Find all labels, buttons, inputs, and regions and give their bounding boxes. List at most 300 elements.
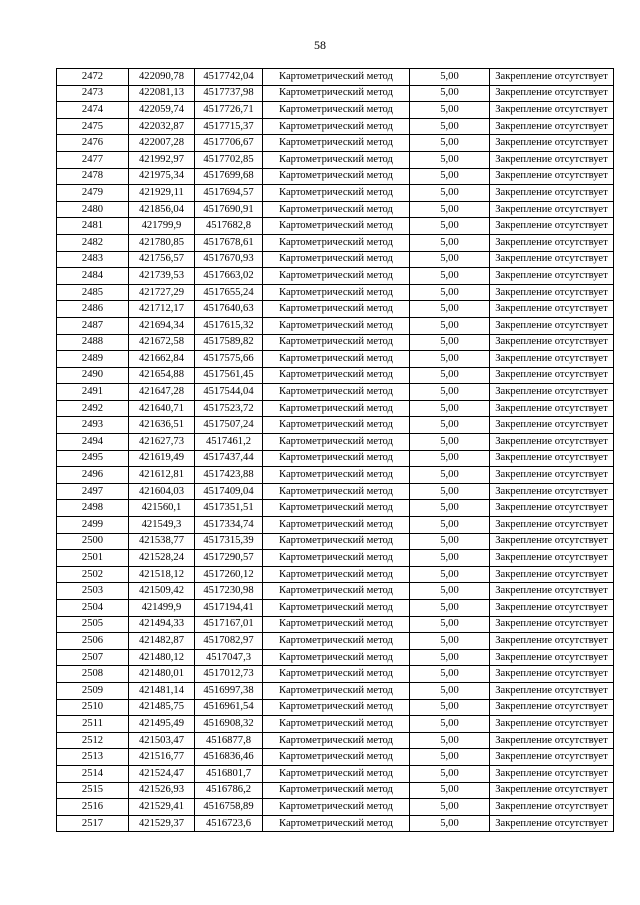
- point-number-cell: 2472: [57, 69, 129, 86]
- status-cell: Закрепление отсутствует: [490, 417, 614, 434]
- status-cell: Закрепление отсутствует: [490, 450, 614, 467]
- table-row: [57, 682, 614, 699]
- method-cell: Картометрический метод: [263, 533, 410, 550]
- x-coordinate-cell: 421975,34: [129, 168, 195, 185]
- status-cell: Закрепление отсутствует: [490, 616, 614, 633]
- method-cell: Картометрический метод: [263, 301, 410, 318]
- status-cell: Закрепление отсутствует: [490, 566, 614, 583]
- x-coordinate-cell: 421856,04: [129, 201, 195, 218]
- point-number-cell: 2506: [57, 633, 129, 650]
- y-coordinate-cell: 4517715,37: [195, 118, 263, 135]
- method-cell: Картометрический метод: [263, 251, 410, 268]
- y-coordinate-cell: 4517334,74: [195, 517, 263, 534]
- method-cell: Картометрический метод: [263, 517, 410, 534]
- x-coordinate-cell: 421509,42: [129, 583, 195, 600]
- precision-cell: 5,00: [410, 517, 490, 534]
- method-cell: Картометрический метод: [263, 749, 410, 766]
- table-row: [57, 168, 614, 185]
- y-coordinate-cell: 4517615,32: [195, 317, 263, 334]
- precision-cell: 5,00: [410, 85, 490, 102]
- point-number-cell: 2489: [57, 351, 129, 368]
- status-cell: Закрепление отсутствует: [490, 69, 614, 86]
- table-row: [57, 118, 614, 135]
- y-coordinate-cell: 4517682,8: [195, 218, 263, 235]
- y-coordinate-cell: 4517012,73: [195, 666, 263, 683]
- point-number-cell: 2510: [57, 699, 129, 716]
- y-coordinate-cell: 4517690,91: [195, 201, 263, 218]
- table-row: [57, 765, 614, 782]
- y-coordinate-cell: 4517437,44: [195, 450, 263, 467]
- point-number-cell: 2485: [57, 284, 129, 301]
- method-cell: Картометрический метод: [263, 400, 410, 417]
- point-number-cell: 2490: [57, 367, 129, 384]
- precision-cell: 5,00: [410, 251, 490, 268]
- precision-cell: 5,00: [410, 666, 490, 683]
- table-row: [57, 251, 614, 268]
- table-row: [57, 799, 614, 816]
- method-cell: Картометрический метод: [263, 102, 410, 119]
- status-cell: Закрепление отсутствует: [490, 118, 614, 135]
- precision-cell: 5,00: [410, 483, 490, 500]
- y-coordinate-cell: 4517737,98: [195, 85, 263, 102]
- table-row: [57, 102, 614, 119]
- y-coordinate-cell: 4517544,04: [195, 384, 263, 401]
- y-coordinate-cell: 4516723,6: [195, 815, 263, 832]
- precision-cell: 5,00: [410, 600, 490, 617]
- x-coordinate-cell: 421604,03: [129, 483, 195, 500]
- status-cell: Закрепление отсутствует: [490, 600, 614, 617]
- method-cell: Картометрический метод: [263, 583, 410, 600]
- status-cell: Закрепление отсутствует: [490, 218, 614, 235]
- x-coordinate-cell: 421503,47: [129, 732, 195, 749]
- method-cell: Картометрический метод: [263, 799, 410, 816]
- y-coordinate-cell: 4516786,2: [195, 782, 263, 799]
- point-number-cell: 2509: [57, 682, 129, 699]
- method-cell: Картометрический метод: [263, 450, 410, 467]
- point-number-cell: 2502: [57, 566, 129, 583]
- method-cell: Картометрический метод: [263, 417, 410, 434]
- method-cell: Картометрический метод: [263, 600, 410, 617]
- y-coordinate-cell: 4517082,97: [195, 633, 263, 650]
- status-cell: Закрепление отсутствует: [490, 334, 614, 351]
- y-coordinate-cell: 4516877,8: [195, 732, 263, 749]
- point-number-cell: 2500: [57, 533, 129, 550]
- y-coordinate-cell: 4517047,3: [195, 649, 263, 666]
- precision-cell: 5,00: [410, 201, 490, 218]
- table-row: [57, 151, 614, 168]
- x-coordinate-cell: 421480,12: [129, 649, 195, 666]
- table-row: [57, 666, 614, 683]
- point-number-cell: 2486: [57, 301, 129, 318]
- x-coordinate-cell: 421672,58: [129, 334, 195, 351]
- status-cell: Закрепление отсутствует: [490, 467, 614, 484]
- status-cell: Закрепление отсутствует: [490, 732, 614, 749]
- y-coordinate-cell: 4516997,38: [195, 682, 263, 699]
- method-cell: Картометрический метод: [263, 384, 410, 401]
- precision-cell: 5,00: [410, 118, 490, 135]
- y-coordinate-cell: 4517678,61: [195, 234, 263, 251]
- status-cell: Закрепление отсутствует: [490, 234, 614, 251]
- precision-cell: 5,00: [410, 268, 490, 285]
- status-cell: Закрепление отсутствует: [490, 682, 614, 699]
- precision-cell: 5,00: [410, 815, 490, 832]
- point-number-cell: 2513: [57, 749, 129, 766]
- precision-cell: 5,00: [410, 317, 490, 334]
- status-cell: Закрепление отсутствует: [490, 367, 614, 384]
- method-cell: Картометрический метод: [263, 633, 410, 650]
- x-coordinate-cell: 421640,71: [129, 400, 195, 417]
- table-row: [57, 550, 614, 567]
- precision-cell: 5,00: [410, 284, 490, 301]
- method-cell: Картометрический метод: [263, 284, 410, 301]
- table-row: [57, 583, 614, 600]
- y-coordinate-cell: 4517351,51: [195, 500, 263, 517]
- coordinates-table: [56, 68, 614, 832]
- point-number-cell: 2475: [57, 118, 129, 135]
- table-row: [57, 566, 614, 583]
- x-coordinate-cell: 421992,97: [129, 151, 195, 168]
- precision-cell: 5,00: [410, 400, 490, 417]
- status-cell: Закрепление отсутствует: [490, 749, 614, 766]
- precision-cell: 5,00: [410, 500, 490, 517]
- status-cell: Закрепление отсутствует: [490, 301, 614, 318]
- precision-cell: 5,00: [410, 799, 490, 816]
- point-number-cell: 2484: [57, 268, 129, 285]
- method-cell: Картометрический метод: [263, 434, 410, 451]
- status-cell: Закрепление отсутствует: [490, 583, 614, 600]
- y-coordinate-cell: 4516836,46: [195, 749, 263, 766]
- table-row: [57, 815, 614, 832]
- precision-cell: 5,00: [410, 234, 490, 251]
- x-coordinate-cell: 422059,74: [129, 102, 195, 119]
- y-coordinate-cell: 4517461,2: [195, 434, 263, 451]
- point-number-cell: 2504: [57, 600, 129, 617]
- point-number-cell: 2483: [57, 251, 129, 268]
- method-cell: Картометрический метод: [263, 367, 410, 384]
- precision-cell: 5,00: [410, 168, 490, 185]
- point-number-cell: 2499: [57, 517, 129, 534]
- precision-cell: 5,00: [410, 384, 490, 401]
- x-coordinate-cell: 421612,81: [129, 467, 195, 484]
- table-row: [57, 633, 614, 650]
- x-coordinate-cell: 421481,14: [129, 682, 195, 699]
- y-coordinate-cell: 4517230,98: [195, 583, 263, 600]
- point-number-cell: 2512: [57, 732, 129, 749]
- y-coordinate-cell: 4517409,04: [195, 483, 263, 500]
- table-row: [57, 301, 614, 318]
- status-cell: Закрепление отсутствует: [490, 351, 614, 368]
- x-coordinate-cell: 421499,9: [129, 600, 195, 617]
- point-number-cell: 2477: [57, 151, 129, 168]
- method-cell: Картометрический метод: [263, 85, 410, 102]
- x-coordinate-cell: 421654,88: [129, 367, 195, 384]
- point-number-cell: 2480: [57, 201, 129, 218]
- method-cell: Картометрический метод: [263, 732, 410, 749]
- table-row: [57, 135, 614, 152]
- status-cell: Закрепление отсутствует: [490, 85, 614, 102]
- method-cell: Картометрический метод: [263, 699, 410, 716]
- status-cell: Закрепление отсутствует: [490, 815, 614, 832]
- point-number-cell: 2493: [57, 417, 129, 434]
- precision-cell: 5,00: [410, 185, 490, 202]
- x-coordinate-cell: 421560,1: [129, 500, 195, 517]
- y-coordinate-cell: 4517315,39: [195, 533, 263, 550]
- method-cell: Картометрический метод: [263, 716, 410, 733]
- status-cell: Закрепление отсутствует: [490, 517, 614, 534]
- method-cell: Картометрический метод: [263, 765, 410, 782]
- precision-cell: 5,00: [410, 450, 490, 467]
- method-cell: Картометрический метод: [263, 483, 410, 500]
- precision-cell: 5,00: [410, 682, 490, 699]
- point-number-cell: 2491: [57, 384, 129, 401]
- method-cell: Картометрический метод: [263, 682, 410, 699]
- table-row: [57, 600, 614, 617]
- precision-cell: 5,00: [410, 151, 490, 168]
- point-number-cell: 2516: [57, 799, 129, 816]
- y-coordinate-cell: 4517663,02: [195, 268, 263, 285]
- x-coordinate-cell: 421756,57: [129, 251, 195, 268]
- table-row: [57, 218, 614, 235]
- precision-cell: 5,00: [410, 716, 490, 733]
- x-coordinate-cell: 421694,34: [129, 317, 195, 334]
- y-coordinate-cell: 4516961,54: [195, 699, 263, 716]
- table-row: [57, 616, 614, 633]
- table-row: [57, 185, 614, 202]
- table-row: [57, 334, 614, 351]
- table-row: [57, 699, 614, 716]
- x-coordinate-cell: 421712,17: [129, 301, 195, 318]
- precision-cell: 5,00: [410, 583, 490, 600]
- table-row: [57, 284, 614, 301]
- x-coordinate-cell: 421485,75: [129, 699, 195, 716]
- y-coordinate-cell: 4517589,82: [195, 334, 263, 351]
- point-number-cell: 2497: [57, 483, 129, 500]
- point-number-cell: 2505: [57, 616, 129, 633]
- y-coordinate-cell: 4517194,41: [195, 600, 263, 617]
- status-cell: Закрепление отсутствует: [490, 666, 614, 683]
- precision-cell: 5,00: [410, 301, 490, 318]
- precision-cell: 5,00: [410, 765, 490, 782]
- x-coordinate-cell: 421647,28: [129, 384, 195, 401]
- x-coordinate-cell: 421529,41: [129, 799, 195, 816]
- y-coordinate-cell: 4516758,89: [195, 799, 263, 816]
- point-number-cell: 2488: [57, 334, 129, 351]
- table-row: [57, 716, 614, 733]
- status-cell: Закрепление отсутствует: [490, 102, 614, 119]
- method-cell: Картометрический метод: [263, 467, 410, 484]
- x-coordinate-cell: 421619,49: [129, 450, 195, 467]
- precision-cell: 5,00: [410, 533, 490, 550]
- page-number: 58: [314, 38, 326, 52]
- x-coordinate-cell: 422007,28: [129, 135, 195, 152]
- y-coordinate-cell: 4517507,24: [195, 417, 263, 434]
- table-row: [57, 351, 614, 368]
- point-number-cell: 2514: [57, 765, 129, 782]
- status-cell: Закрепление отсутствует: [490, 201, 614, 218]
- status-cell: Закрепление отсутствует: [490, 649, 614, 666]
- point-number-cell: 2494: [57, 434, 129, 451]
- y-coordinate-cell: 4517167,01: [195, 616, 263, 633]
- point-number-cell: 2481: [57, 218, 129, 235]
- x-coordinate-cell: 421799,9: [129, 218, 195, 235]
- method-cell: Картометрический метод: [263, 616, 410, 633]
- x-coordinate-cell: 422081,13: [129, 85, 195, 102]
- x-coordinate-cell: 421662,84: [129, 351, 195, 368]
- point-number-cell: 2511: [57, 716, 129, 733]
- x-coordinate-cell: 421636,51: [129, 417, 195, 434]
- x-coordinate-cell: 421739,53: [129, 268, 195, 285]
- table-row: [57, 533, 614, 550]
- precision-cell: 5,00: [410, 649, 490, 666]
- point-number-cell: 2482: [57, 234, 129, 251]
- precision-cell: 5,00: [410, 367, 490, 384]
- table-body: [57, 69, 614, 832]
- status-cell: Закрепление отсутствует: [490, 284, 614, 301]
- x-coordinate-cell: 421929,11: [129, 185, 195, 202]
- status-cell: Закрепление отсутствует: [490, 799, 614, 816]
- method-cell: Картометрический метод: [263, 185, 410, 202]
- precision-cell: 5,00: [410, 135, 490, 152]
- y-coordinate-cell: 4517706,67: [195, 135, 263, 152]
- precision-cell: 5,00: [410, 218, 490, 235]
- y-coordinate-cell: 4517742,04: [195, 69, 263, 86]
- point-number-cell: 2508: [57, 666, 129, 683]
- method-cell: Картометрический метод: [263, 268, 410, 285]
- x-coordinate-cell: 421495,49: [129, 716, 195, 733]
- method-cell: Картометрический метод: [263, 69, 410, 86]
- y-coordinate-cell: 4517423,88: [195, 467, 263, 484]
- status-cell: Закрепление отсутствует: [490, 765, 614, 782]
- x-coordinate-cell: 421780,85: [129, 234, 195, 251]
- method-cell: Картометрический метод: [263, 317, 410, 334]
- precision-cell: 5,00: [410, 550, 490, 567]
- method-cell: Картометрический метод: [263, 649, 410, 666]
- method-cell: Картометрический метод: [263, 782, 410, 799]
- precision-cell: 5,00: [410, 566, 490, 583]
- table-row: [57, 367, 614, 384]
- method-cell: Картометрический метод: [263, 550, 410, 567]
- status-cell: Закрепление отсутствует: [490, 251, 614, 268]
- table-row: [57, 317, 614, 334]
- precision-cell: 5,00: [410, 699, 490, 716]
- method-cell: Картометрический метод: [263, 168, 410, 185]
- table-row: [57, 384, 614, 401]
- status-cell: Закрепление отсутствует: [490, 633, 614, 650]
- status-cell: Закрепление отсутствует: [490, 400, 614, 417]
- x-coordinate-cell: 421516,77: [129, 749, 195, 766]
- table-row: [57, 749, 614, 766]
- x-coordinate-cell: 422032,87: [129, 118, 195, 135]
- table-row: [57, 467, 614, 484]
- x-coordinate-cell: 421526,93: [129, 782, 195, 799]
- x-coordinate-cell: 421529,37: [129, 815, 195, 832]
- point-number-cell: 2507: [57, 649, 129, 666]
- table-row: [57, 69, 614, 86]
- precision-cell: 5,00: [410, 467, 490, 484]
- table-row: [57, 201, 614, 218]
- method-cell: Картометрический метод: [263, 334, 410, 351]
- precision-cell: 5,00: [410, 69, 490, 86]
- status-cell: Закрепление отсутствует: [490, 135, 614, 152]
- method-cell: Картометрический метод: [263, 201, 410, 218]
- point-number-cell: 2517: [57, 815, 129, 832]
- y-coordinate-cell: 4516908,32: [195, 716, 263, 733]
- table-row: [57, 483, 614, 500]
- point-number-cell: 2473: [57, 85, 129, 102]
- x-coordinate-cell: 421538,77: [129, 533, 195, 550]
- table-row: [57, 434, 614, 451]
- point-number-cell: 2476: [57, 135, 129, 152]
- point-number-cell: 2496: [57, 467, 129, 484]
- table-row: [57, 732, 614, 749]
- precision-cell: 5,00: [410, 334, 490, 351]
- table-row: [57, 85, 614, 102]
- status-cell: Закрепление отсутствует: [490, 317, 614, 334]
- y-coordinate-cell: 4517575,66: [195, 351, 263, 368]
- point-number-cell: 2503: [57, 583, 129, 600]
- y-coordinate-cell: 4517670,93: [195, 251, 263, 268]
- point-number-cell: 2498: [57, 500, 129, 517]
- method-cell: Картометрический метод: [263, 500, 410, 517]
- status-cell: Закрепление отсутствует: [490, 716, 614, 733]
- y-coordinate-cell: 4517655,24: [195, 284, 263, 301]
- x-coordinate-cell: 421480,01: [129, 666, 195, 683]
- point-number-cell: 2492: [57, 400, 129, 417]
- method-cell: Картометрический метод: [263, 151, 410, 168]
- precision-cell: 5,00: [410, 616, 490, 633]
- y-coordinate-cell: 4517640,63: [195, 301, 263, 318]
- status-cell: Закрепление отсутствует: [490, 434, 614, 451]
- method-cell: Картометрический метод: [263, 118, 410, 135]
- table-row: [57, 417, 614, 434]
- status-cell: Закрепление отсутствует: [490, 533, 614, 550]
- point-number-cell: 2515: [57, 782, 129, 799]
- point-number-cell: 2501: [57, 550, 129, 567]
- point-number-cell: 2474: [57, 102, 129, 119]
- y-coordinate-cell: 4517260,12: [195, 566, 263, 583]
- x-coordinate-cell: 421627,73: [129, 434, 195, 451]
- table-row: [57, 782, 614, 799]
- y-coordinate-cell: 4517694,57: [195, 185, 263, 202]
- precision-cell: 5,00: [410, 102, 490, 119]
- x-coordinate-cell: 421524,47: [129, 765, 195, 782]
- x-coordinate-cell: 421518,12: [129, 566, 195, 583]
- precision-cell: 5,00: [410, 434, 490, 451]
- table-row: [57, 268, 614, 285]
- y-coordinate-cell: 4517726,71: [195, 102, 263, 119]
- precision-cell: 5,00: [410, 417, 490, 434]
- status-cell: Закрепление отсутствует: [490, 699, 614, 716]
- x-coordinate-cell: 421528,24: [129, 550, 195, 567]
- status-cell: Закрепление отсутствует: [490, 185, 614, 202]
- precision-cell: 5,00: [410, 633, 490, 650]
- point-number-cell: 2478: [57, 168, 129, 185]
- y-coordinate-cell: 4517523,72: [195, 400, 263, 417]
- status-cell: Закрепление отсутствует: [490, 782, 614, 799]
- method-cell: Картометрический метод: [263, 218, 410, 235]
- point-number-cell: 2487: [57, 317, 129, 334]
- table-row: [57, 500, 614, 517]
- precision-cell: 5,00: [410, 782, 490, 799]
- method-cell: Картометрический метод: [263, 351, 410, 368]
- x-coordinate-cell: 421482,87: [129, 633, 195, 650]
- table-row: [57, 400, 614, 417]
- x-coordinate-cell: 421727,29: [129, 284, 195, 301]
- x-coordinate-cell: 421549,3: [129, 517, 195, 534]
- status-cell: Закрепление отсутствует: [490, 168, 614, 185]
- status-cell: Закрепление отсутствует: [490, 151, 614, 168]
- y-coordinate-cell: 4517702,85: [195, 151, 263, 168]
